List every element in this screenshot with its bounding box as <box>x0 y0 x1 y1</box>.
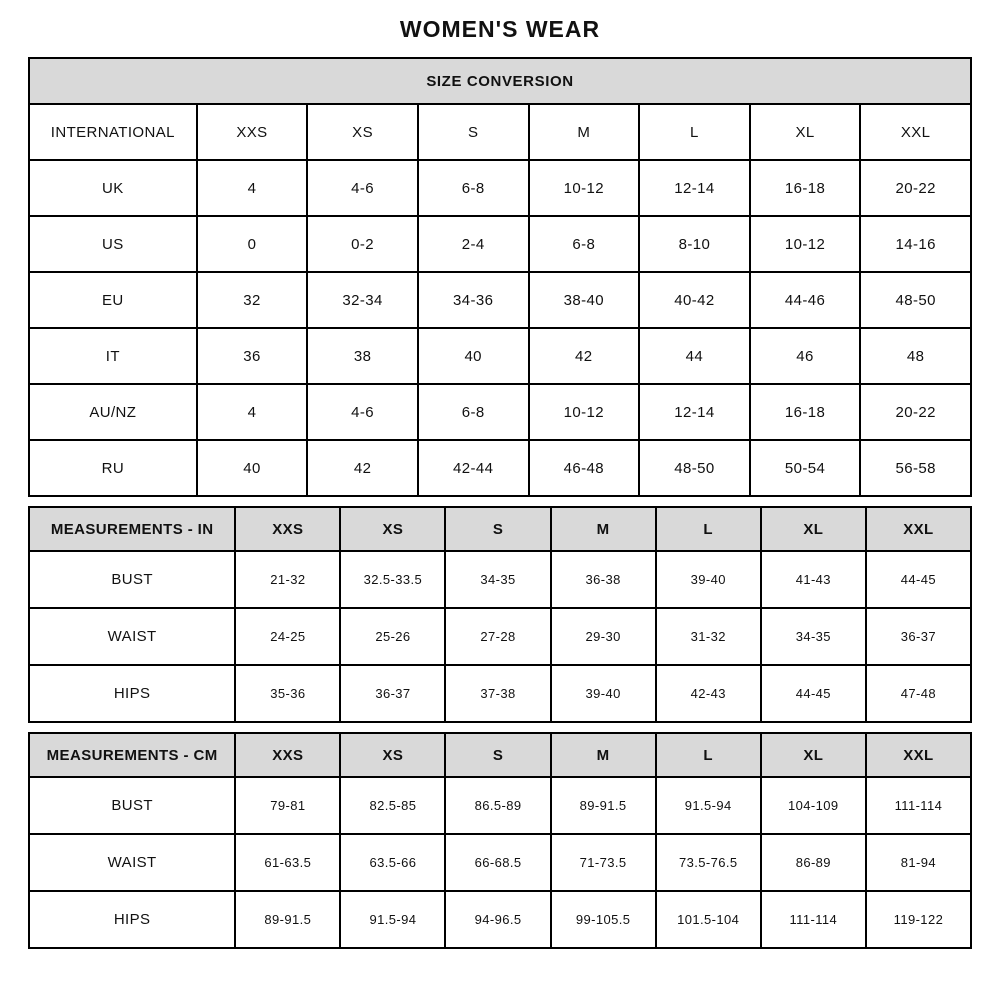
column-header: M <box>529 104 640 160</box>
table-cell: 4-6 <box>307 384 418 440</box>
row-label: AU/NZ <box>29 384 197 440</box>
table-cell: 79-81 <box>235 777 340 834</box>
column-header: XXS <box>197 104 308 160</box>
table-cell: 101.5-104 <box>656 891 761 948</box>
table-cell: 20-22 <box>860 384 971 440</box>
row-label: BUST <box>29 551 235 608</box>
table-cell: 27-28 <box>445 608 550 665</box>
table-header-row <box>29 733 971 777</box>
table-cell: 41-43 <box>761 551 866 608</box>
table-cell: 89-91.5 <box>235 891 340 948</box>
table-cell: 47-48 <box>866 665 971 722</box>
table-cell: 86.5-89 <box>445 777 550 834</box>
table-cell: 4-6 <box>307 160 418 216</box>
table-cell: 111-114 <box>761 891 866 948</box>
table-row <box>29 328 971 384</box>
row-label: WAIST <box>29 834 235 891</box>
table-cell: 36-38 <box>551 551 656 608</box>
table-cell: 42 <box>307 440 418 496</box>
column-header: XS <box>307 104 418 160</box>
table-cell: 99-105.5 <box>551 891 656 948</box>
measurements-in-table <box>28 506 972 723</box>
table-cell: 40 <box>197 440 308 496</box>
table-cell: 25-26 <box>340 608 445 665</box>
table-cell: 61-63.5 <box>235 834 340 891</box>
column-header: XL <box>761 733 866 777</box>
table-cell: 31-32 <box>656 608 761 665</box>
table-cell: 35-36 <box>235 665 340 722</box>
row-label: IT <box>29 328 197 384</box>
column-header: L <box>656 733 761 777</box>
column-header: MEASUREMENTS - IN <box>29 507 235 551</box>
row-label: EU <box>29 272 197 328</box>
row-label: BUST <box>29 777 235 834</box>
table-cell: 29-30 <box>551 608 656 665</box>
table-cell: 104-109 <box>761 777 866 834</box>
table-cell: 42-44 <box>418 440 529 496</box>
table-cell: 44-45 <box>866 551 971 608</box>
column-header: M <box>551 507 656 551</box>
table-cell: 32 <box>197 272 308 328</box>
table-cell: 34-35 <box>445 551 550 608</box>
table-cell: 24-25 <box>235 608 340 665</box>
table-cell: 38 <box>307 328 418 384</box>
table-cell: 34-36 <box>418 272 529 328</box>
column-header: XS <box>340 733 445 777</box>
table-header-row <box>29 507 971 551</box>
table-cell: 56-58 <box>860 440 971 496</box>
table-cell: 16-18 <box>750 160 861 216</box>
table-row <box>29 551 971 608</box>
table-cell: 48-50 <box>860 272 971 328</box>
table-cell: 10-12 <box>529 384 640 440</box>
row-label: UK <box>29 160 197 216</box>
table-cell: 44-45 <box>761 665 866 722</box>
table-title-row <box>29 58 971 104</box>
column-header: XXS <box>235 733 340 777</box>
table-cell: 36-37 <box>866 608 971 665</box>
table-cell: 91.5-94 <box>340 891 445 948</box>
table-cell: 40 <box>418 328 529 384</box>
row-label: WAIST <box>29 608 235 665</box>
row-label: RU <box>29 440 197 496</box>
table-cell: 37-38 <box>445 665 550 722</box>
table-cell: 111-114 <box>866 777 971 834</box>
column-header: MEASUREMENTS - CM <box>29 733 235 777</box>
table-cell: 6-8 <box>529 216 640 272</box>
row-label: US <box>29 216 197 272</box>
table-cell: 6-8 <box>418 384 529 440</box>
table-row <box>29 834 971 891</box>
column-header: XXL <box>866 507 971 551</box>
table-cell: 89-91.5 <box>551 777 656 834</box>
column-header: XS <box>340 507 445 551</box>
table-cell: 42-43 <box>656 665 761 722</box>
table-row <box>29 608 971 665</box>
column-header: L <box>656 507 761 551</box>
table-row <box>29 216 971 272</box>
table-cell: 91.5-94 <box>656 777 761 834</box>
column-header: S <box>418 104 529 160</box>
table-cell: 6-8 <box>418 160 529 216</box>
table-cell: 46-48 <box>529 440 640 496</box>
table-header-row <box>29 104 971 160</box>
table-cell: 10-12 <box>529 160 640 216</box>
column-header: XXL <box>860 104 971 160</box>
table-cell: 0-2 <box>307 216 418 272</box>
table-cell: 4 <box>197 160 308 216</box>
column-header: INTERNATIONAL <box>29 104 197 160</box>
table-cell: 21-32 <box>235 551 340 608</box>
table-cell: 2-4 <box>418 216 529 272</box>
table-row <box>29 777 971 834</box>
table-cell: 119-122 <box>866 891 971 948</box>
column-header: XXS <box>235 507 340 551</box>
table-cell: 63.5-66 <box>340 834 445 891</box>
table-cell: 38-40 <box>529 272 640 328</box>
table-cell: 50-54 <box>750 440 861 496</box>
column-header: XL <box>750 104 861 160</box>
table-cell: 12-14 <box>639 160 750 216</box>
table-cell: 14-16 <box>860 216 971 272</box>
column-header: L <box>639 104 750 160</box>
table-cell: 86-89 <box>761 834 866 891</box>
table-cell: 39-40 <box>656 551 761 608</box>
table-row <box>29 665 971 722</box>
table-cell: 32-34 <box>307 272 418 328</box>
column-header: M <box>551 733 656 777</box>
table-cell: 94-96.5 <box>445 891 550 948</box>
table-title: SIZE CONVERSION <box>29 58 971 104</box>
table-cell: 82.5-85 <box>340 777 445 834</box>
table-cell: 73.5-76.5 <box>656 834 761 891</box>
measurements-cm-table <box>28 732 972 949</box>
table-cell: 81-94 <box>866 834 971 891</box>
table-cell: 12-14 <box>639 384 750 440</box>
table-cell: 39-40 <box>551 665 656 722</box>
table-cell: 44-46 <box>750 272 861 328</box>
row-label: HIPS <box>29 891 235 948</box>
table-cell: 8-10 <box>639 216 750 272</box>
table-cell: 36 <box>197 328 308 384</box>
table-cell: 10-12 <box>750 216 861 272</box>
table-cell: 4 <box>197 384 308 440</box>
table-cell: 48-50 <box>639 440 750 496</box>
size-conversion-table <box>28 57 972 497</box>
table-cell: 16-18 <box>750 384 861 440</box>
table-cell: 42 <box>529 328 640 384</box>
table-row <box>29 160 971 216</box>
column-header: S <box>445 733 550 777</box>
table-row <box>29 440 971 496</box>
column-header: XL <box>761 507 866 551</box>
table-cell: 46 <box>750 328 861 384</box>
page-title: WOMEN'S WEAR <box>399 16 601 42</box>
column-header: XXL <box>866 733 971 777</box>
table-row <box>29 272 971 328</box>
table-cell: 34-35 <box>761 608 866 665</box>
table-cell: 0 <box>197 216 308 272</box>
table-cell: 40-42 <box>639 272 750 328</box>
table-cell: 44 <box>639 328 750 384</box>
row-label: HIPS <box>29 665 235 722</box>
table-cell: 36-37 <box>340 665 445 722</box>
column-header: S <box>445 507 550 551</box>
table-cell: 48 <box>860 328 971 384</box>
table-row <box>29 384 971 440</box>
table-cell: 32.5-33.5 <box>340 551 445 608</box>
table-cell: 66-68.5 <box>445 834 550 891</box>
table-cell: 20-22 <box>860 160 971 216</box>
table-row <box>29 891 971 948</box>
table-cell: 71-73.5 <box>551 834 656 891</box>
